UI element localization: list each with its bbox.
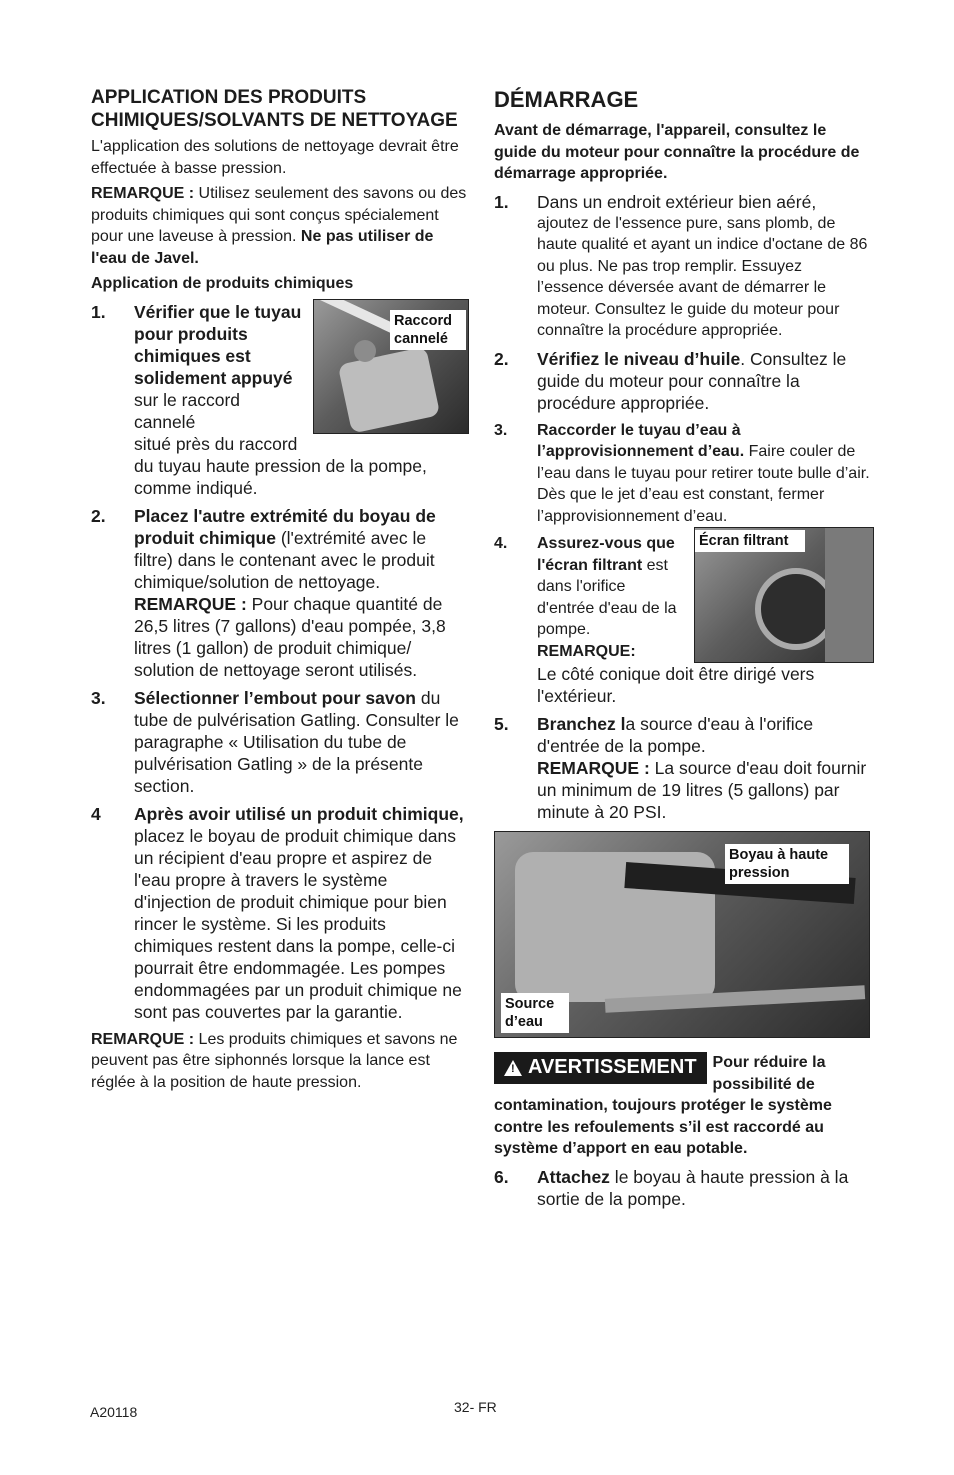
startup-step-4: 4. Écran filtrant Assurez-vous que l'écran filtrant est dans l'orifice d'entrée d'eau de la pompe. REMARQUE: Le côté conique doit être dirigé vers l'extérieur. bbox=[494, 533, 870, 707]
warning-triangle-icon: ! bbox=[504, 1060, 522, 1076]
left-column bbox=[91, 86, 469, 1093]
chemicals-note: REMARQUE : Utilisez seulement des savons ou des produits chimiques qui sont conçus spécialement pour une laveuse à pression. Ne pas utiliser de l'eau de Javel. bbox=[91, 185, 467, 267]
water-source-callout: Source d’eau bbox=[501, 993, 569, 1033]
startup-step-1: 1. Dans un endroit extérieur bien aéré, ajoutez de l'essence pure, sans plomb, de haute qualité et ayant un indice d'octane de 86 ou plus. Ne pas trop remplir. Essuyez l’essence déversée avant de démarrer le moteur. Consultez le guide du moteur pour connaître la procédure appropriée. bbox=[494, 191, 868, 339]
right-column bbox=[494, 86, 870, 1210]
chemicals-step-2: 2. Placez l'autre extrémité du boyau de produit chimique (l'extrémité avec le filtre) dans le contenant avec le produit chimique/solution de nettoyage. REMARQUE : Pour chaque quantité de 26,5 litres (7 gallons) d'eau pompée, 3,8 litres (1 gallon) de produit chimique/ solution de nettoyage seront utilisés. bbox=[91, 505, 446, 680]
chemicals-step-4: 4 Après avoir utilisé un produit chimique, placez le boyau de produit chimique dans un récipient d'eau propre et aspirez de l'eau propre à travers le système d'injection de produit chimique pour bien rincer le système. Si les produits chimiques restent dans la pompe, celle-ci pourrait être endommagée. Les pompes endommagées par un produit chimique ne sont pas couvertes par la garantie. bbox=[91, 803, 464, 1022]
chemicals-intro: L'application des solutions de nettoyage devrait être effectuée à basse pression. bbox=[91, 138, 459, 177]
siphon-note: REMARQUE : Les produits chimiques et savons ne peuvent pas être siphonnés lorsque la lance est réglée à la position de haute pression. bbox=[91, 1030, 458, 1091]
startup-intro: Avant de démarrage, l'appareil, consultez le guide du moteur pour connaître la procédure de démarrage appropriée. bbox=[494, 122, 860, 182]
section-title-startup: DÉMARRAGE bbox=[494, 87, 639, 112]
barbed-fitting-callout: Raccord cannelé bbox=[390, 310, 466, 350]
warning-badge: ! AVERTISSEMENT bbox=[494, 1052, 707, 1084]
warning-block: ! AVERTISSEMENT Pour réduire la possibilité de contamination, toujours protéger le système contre les refoulements s’il est raccordé au système d’apport en eau potable. bbox=[494, 1054, 832, 1157]
chemicals-step-1: 1. Raccord cannelé Vérifier que le tuyau pour produits chimiques est solidement appuyé sur le raccord cannelé situé près du raccord du tuyau haute pression de la pompe, comme indiqué. bbox=[91, 301, 469, 499]
section-title-chemicals: APPLICATION DES PRODUITS CHIMIQUES/SOLVANTS DE NETTOYAGE bbox=[91, 87, 458, 131]
chemicals-step-3: 3. Sélectionner l’embout pour savon du tube de pulvérisation Gatling. Consulter le paragraphe « Utilisation du tube de pulvérisation Gatling » de la présente section. bbox=[91, 687, 459, 796]
chemicals-subheading: Application de produits chimiques bbox=[91, 275, 354, 292]
barbed-fitting-photo bbox=[313, 299, 469, 434]
startup-step-5: 5. Branchez la source d'eau à l'orifice d'entrée de la pompe. REMARQUE : La source d'eau doit fournir un minimum de 19 litres (5 gallons) par minute à 20 PSI. bbox=[494, 714, 867, 822]
filter-screen-photo bbox=[694, 527, 874, 663]
startup-step-2: 2. Vérifiez le niveau d’huile. Consultez le guide du moteur pour connaître la procédure appropriée. bbox=[494, 348, 847, 413]
document-code: A20118 bbox=[90, 1404, 138, 1420]
high-pressure-hose-callout: Boyau à haute pression bbox=[725, 844, 849, 884]
filter-screen-callout: Écran filtrant bbox=[695, 530, 805, 552]
page-number: 32- FR bbox=[454, 1399, 497, 1415]
startup-step-3: 3. Raccorder le tuyau d’eau à l’approvisionnement d’eau. Faire couler de l’eau dans le tuyau pour retirer toute bulle d’air. Dès que le jet d’eau est constant, fermer l’approvisionnement d’eau. bbox=[494, 421, 870, 525]
startup-step-6: 6. Attachez le boyau à haute pression à la sortie de la pompe. bbox=[494, 1166, 849, 1209]
pump-connections-photo bbox=[494, 831, 870, 1038]
